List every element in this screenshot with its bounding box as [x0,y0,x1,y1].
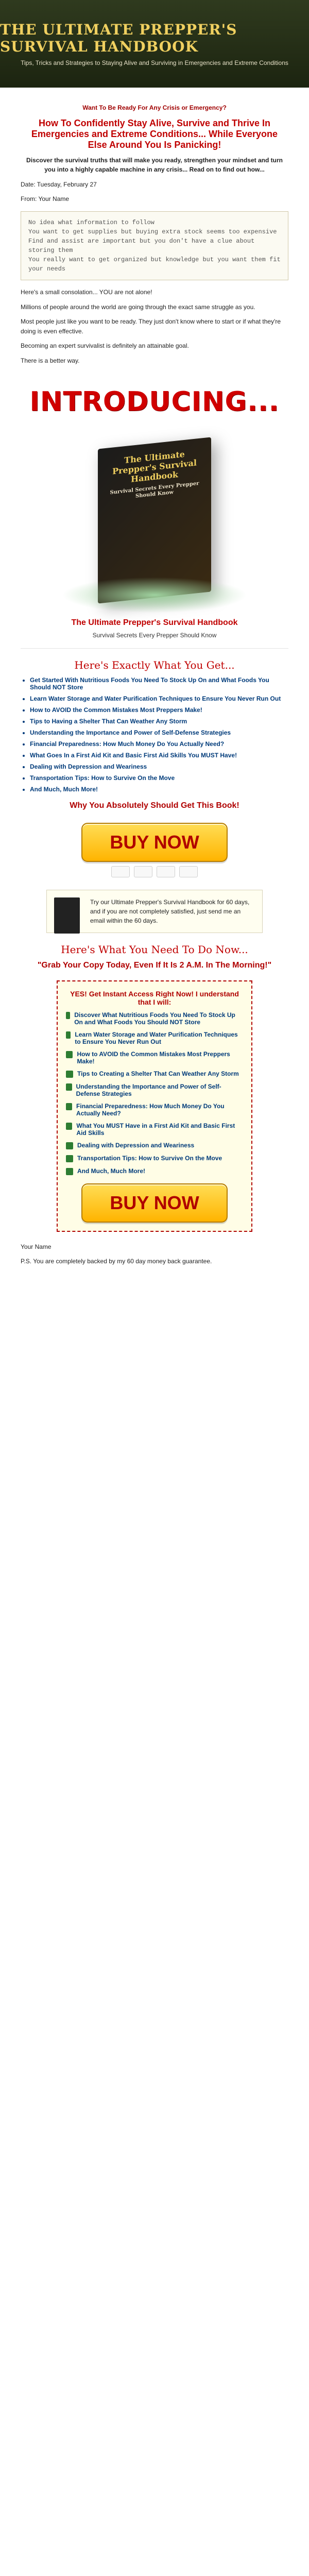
pain-point: Find and assist are important but you don't have a clue about storing them [28,237,255,254]
list-item: • And Much, Much More! [30,786,288,793]
benefit-text: And Much, Much More! [77,1167,145,1175]
header-banner [0,0,309,88]
check-icon [66,1051,73,1058]
brand-title: THE ULTIMATE PREPPER'S SURVIVAL HANDBOOK [0,21,237,55]
from-line: From: Your Name [21,195,70,203]
book-title: The Ultimate Prepper's Survival Handbook [112,449,197,484]
pain-point: You really want to get organized but knowledge but you want them fit your needs [28,256,281,273]
kicker: Want To Be Ready For Any Crisis or Emergency? [82,104,227,111]
list-item: • Transportation Tips: How to Survive On the Move [30,774,288,782]
book-title-heading: The Ultimate Prepper's Survival Handbook [71,618,238,627]
list-item: • Tips to Having a Shelter That Can Weather Any Storm [30,718,288,725]
buy-now-button[interactable]: BUY NOW [81,823,228,862]
card-icon [111,866,130,877]
grab-heading: "Grab Your Copy Today, Even If It Is 2 A.M. In The Morning!" [37,960,272,970]
order-benefit [66,1142,243,1149]
list-item: • How to AVOID the Common Mistakes Most Preppers Make! [30,706,288,714]
buy-area [21,823,288,877]
pain-point: You want to get supplies but buying extra stock seems too expensive [28,228,277,235]
benefit-text: How to AVOID the Common Mistakes Most Preppers Make! [77,1050,230,1065]
introducing-title: INTRODUCING... [29,386,280,417]
paragraph: Here's a small consolation... YOU are not alone! [21,288,152,296]
list-item: • Dealing with Depression and Weariness [30,763,288,770]
check-icon [66,1155,73,1162]
order-benefit [66,1122,243,1137]
book-subtitle-heading: Survival Secrets Every Prepper Should Know [92,631,217,639]
card-icon [157,866,175,877]
benefit-text: Financial Preparedness: How Much Money Do You Actually Need? [76,1102,225,1117]
paragraph: Becoming an expert survivalist is definitely an attainable goal. [21,342,189,350]
check-icon [66,1071,73,1078]
list-item: • Get Started With Nutritious Foods You Need To Stock Up On and What Foods You Should NOT Store [30,676,288,691]
check-icon [66,1168,73,1175]
book-subtitle: Survival Secrets Every Prepper Should Know [110,480,199,499]
benefit-text: Dealing with Depression and Weariness [77,1141,195,1149]
payment-icons [21,866,288,877]
book-shadow [62,577,247,613]
check-icon [66,1012,70,1019]
list-item: • Learn Water Storage and Water Purification Techniques to Ensure You Never Run Out [30,695,288,702]
paragraph: Millions of people around the world are going through the exact same struggle as you. [21,303,255,311]
subheadline: Discover the survival truths that will make you ready, strengthen your mindset and turn you into a highly capable machine in any crisis... Read on to find out how... [26,156,283,174]
order-benefit [66,1031,243,1045]
order-benefit [66,1070,243,1078]
next-steps-heading: Here's What You Need To Do Now... [61,943,248,956]
paragraph: Most people just like you want to be ready. They just don't know where to start or if what they're doing is even effective. [21,318,281,335]
card-icon [134,866,152,877]
why-heading: Why You Absolutely Should Get This Book! [70,801,239,810]
pain-points-box [21,211,288,280]
mini-book-icon [54,897,80,934]
benefit-text: Discover What Nutritious Foods You Need To Stock Up On and What Foods You Should NOT Store [74,1011,235,1026]
guarantee-card [46,890,263,933]
date-line: Date: Tuesday, February 27 [21,180,97,188]
benefit-text: What You MUST Have in a First Aid Kit and Basic First Aid Skills [76,1122,235,1137]
order-box [57,980,252,1232]
list-item: • Financial Preparedness: How Much Money Do You Actually Need? [30,740,288,748]
divider [21,648,288,649]
check-icon [66,1123,72,1130]
benefit-text: Tips to Creating a Shelter That Can Weather Any Storm [77,1070,239,1077]
buy-now-button[interactable]: BUY NOW [81,1183,228,1223]
check-icon [66,1083,72,1091]
signature: Your Name [21,1243,52,1250]
buy-area [66,1183,243,1223]
card-icon [179,866,198,877]
check-icon [66,1103,72,1110]
main-headline: How To Confidently Stay Alive, Survive and Thrive In Emergencies and Extreme Conditions... While Everyone Else Around You Is Panicking! [31,117,278,150]
order-benefit [66,1155,243,1162]
benefit-text: Understanding the Importance and Power of Self-Defense Strategies [76,1082,221,1097]
ps-text: P.S. You are completely backed by my 60 day money back guarantee. [21,1258,212,1265]
book-visual [62,428,247,613]
paragraph: There is a better way. [21,357,80,364]
order-benefit [66,1050,243,1065]
check-icon [66,1031,71,1039]
order-benefit [66,1103,243,1117]
order-benefit [66,1167,243,1175]
main-content [0,88,309,1302]
list-item: • Understanding the Importance and Power of Self-Defense Strategies [30,729,288,736]
what-you-get-list [21,676,288,793]
brand-tagline: Tips, Tricks and Strategies to Staying Alive and Surviving in Emergencies and Extreme Conditions [21,59,288,66]
list-item: • What Goes In a First Aid Kit and Basic First Aid Skills You MUST Have! [30,752,288,759]
check-icon [66,1142,73,1149]
benefit-text: Learn Water Storage and Water Purification Techniques to Ensure You Never Run Out [75,1030,238,1045]
what-you-get-heading: Here's Exactly What You Get... [74,658,235,671]
benefit-text: Transportation Tips: How to Survive On the Move [77,1154,222,1162]
guarantee-text: Try our Ultimate Prepper's Survival Handbook for 60 days, and if you are not completely satisfied, just send me an email within the 60 days. [90,898,250,924]
order-benefit [66,1083,243,1097]
pain-point: No idea what information to follow [28,218,154,226]
order-benefit [66,1011,243,1026]
order-box-title: YES! Get Instant Access Right Now! I understand that I will: [70,989,239,1006]
